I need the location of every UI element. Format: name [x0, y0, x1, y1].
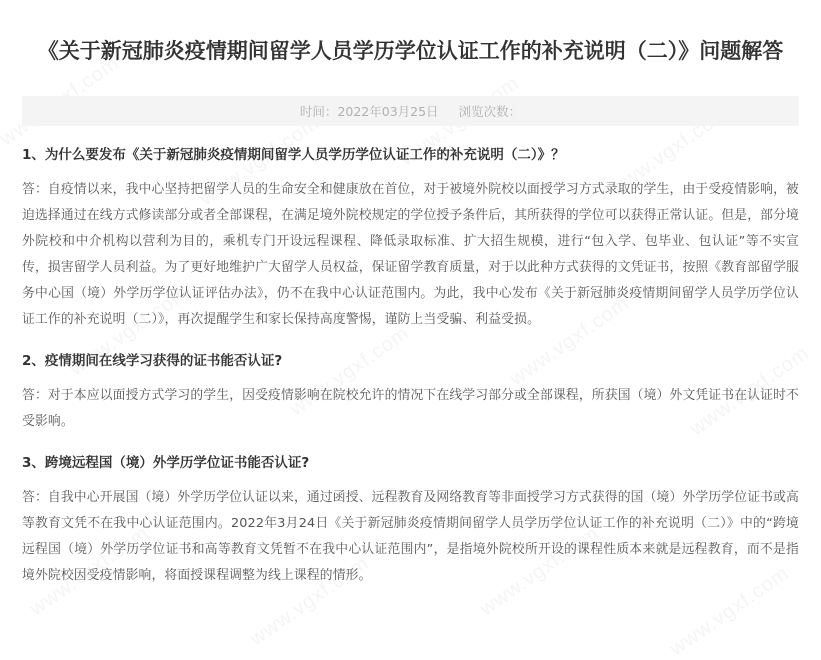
- answer-1: 答：自疫情以来，我中心坚持把留学人员的生命安全和健康放在首位，对于被境外院校以面授学习方式录取的学生，由于受疫情影响，被迫选择通过在线方式修读部分或者全部课程，在满足境外院校规定的学位授予条件后，其所获得的学位可以获得正常认证。但是，部分境外院校和中介机构以营利为目的，乘机专门开设远程课程、降低录取标准、扩大招生规模，进行“包入学、包毕业、包认证”等不实宣传，损害留学人员利益。为了更好地维护广大留学人员权益，保证留学教育质量，对于以此种方式获得的文凭证书，按照《教育部留学服务中心国（境）外学历学位认证评估办法》，仍不在我中心认证范围内。为此，我中心发布《关于新冠肺炎疫情期间留学人员学历学位认证工作的补充说明（二）》，再次提醒学生和家长保持高度警惕，谨防上当受骗、利益受损。: [22, 182, 799, 327]
- answer-3: 答：自我中心开展国（境）外学历学位认证以来，通过函授、远程教育及网络教育等非面授学习方式获得的国（境）外学历学位证书或高等教育文凭不在我中心认证范围内。2022年3月24日《关于新冠肺炎疫情期间留学人员学历学位认证工作的补充说明（二）》中的“跨境远程国（境）外学历学位证书和高等教育文凭暂不在我中心认证范围内”，是指境外院校所开设的课程性质本来就是远程教育，而不是指境外院校因受疫情影响，将面授课程调整为线上课程的情形。: [22, 490, 799, 583]
- question-3: 3、跨境远程国（境）外学历学位证书能否认证?: [22, 455, 310, 471]
- article-meta-bar: [22, 96, 799, 126]
- publish-time: [300, 102, 439, 120]
- view-count-label: 浏览次数：: [458, 104, 522, 119]
- article-title: 《关于新冠肺炎疫情期间留学人员学历学位认证工作的补充说明（二）》问题解答: [37, 39, 784, 63]
- question-1: 1、为什么要发布《关于新冠肺炎疫情期间留学人员学历学位认证工作的补充说明（二）》？: [22, 147, 565, 163]
- question-2: 2、疫情期间在线学习获得的证书能否认证?: [22, 353, 283, 369]
- publish-time-value: 2022年03月25日: [337, 104, 439, 119]
- answer-2: 答：对于本应以面授方式学习的学生，因受疫情影响在院校允许的情况下在线学习部分或全部课程，所获国（境）外文凭证书在认证时不受影响。: [22, 388, 799, 429]
- view-count: [459, 102, 522, 120]
- publish-time-label: 时间：: [299, 104, 338, 119]
